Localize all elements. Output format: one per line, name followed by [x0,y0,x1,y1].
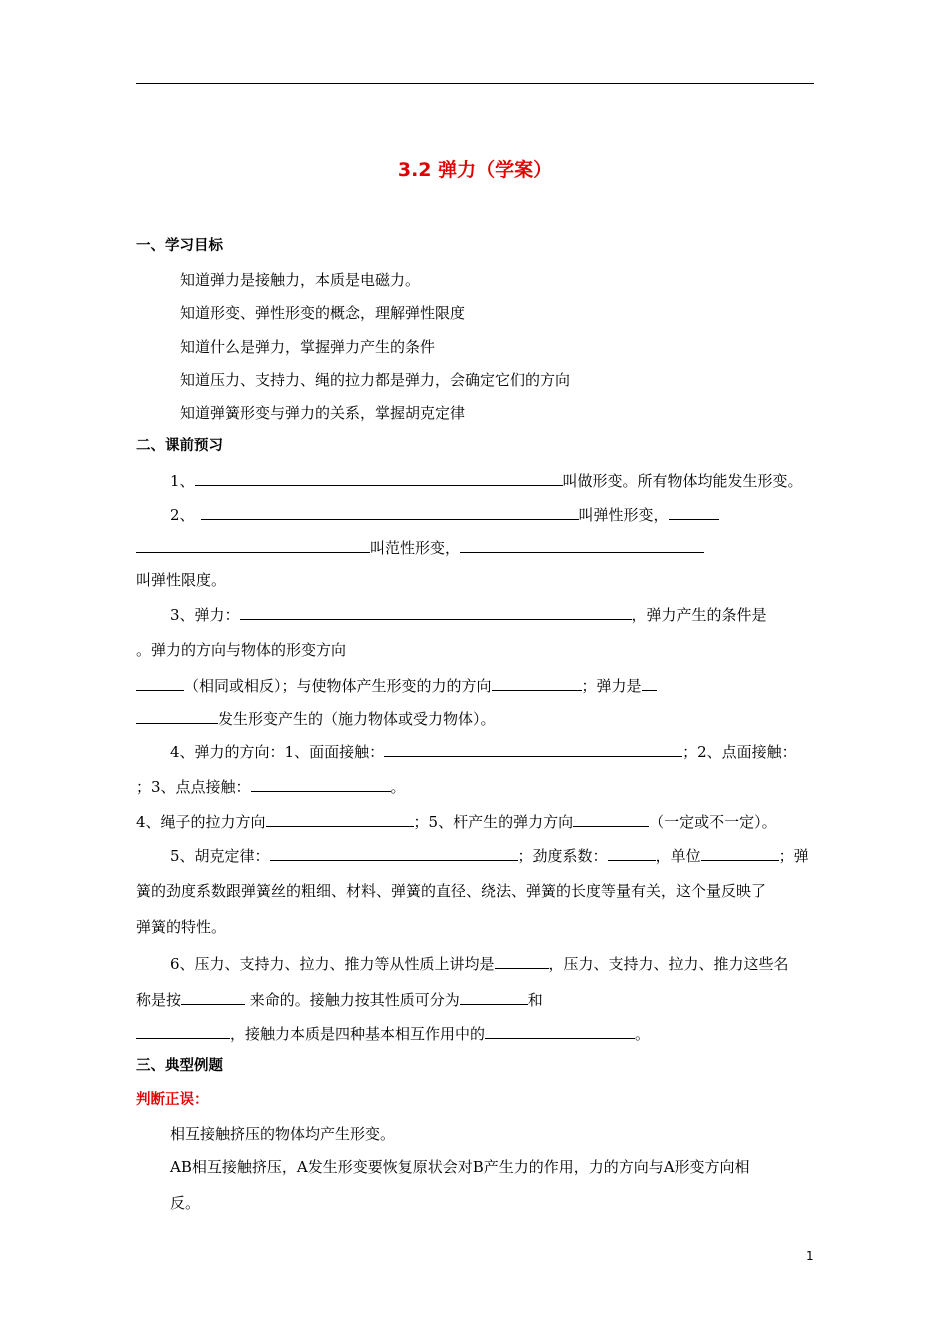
question-6-cont [136,989,543,1010]
answer-blank[interactable] [495,953,549,969]
q4-text: ；2、点面接触： [682,743,797,761]
answer-blank[interactable] [485,1023,635,1039]
objective-item: 知道压力、支持力、绳的拉力都是弹力，会确定它们的方向 [180,371,571,389]
question-4-cont [136,776,406,797]
q2-number: 2、 [170,506,195,524]
answer-blank[interactable] [136,675,184,691]
q6-text: 称是按 [136,991,182,1009]
q3-text: ，弹力产生的条件是 [631,606,767,624]
objective-item: 知道形变、弹性形变的概念，理解弹性限度 [180,304,466,322]
q4b-text: 4、绳子的拉力方向 [136,813,266,831]
question-2-end: 叫弹性限度。 [136,571,227,589]
example-item: 相互接触挤压的物体均产生形变。 [170,1125,396,1143]
objective-item: 知道弹力是接触力，本质是电磁力。 [180,271,421,289]
q6-text: 和 [527,991,543,1009]
q4-text: 。 [390,778,406,796]
question-3 [170,604,767,625]
page-number: 1 [806,1249,814,1263]
question-3-cont: 。弹力的方向与物体的形变方向 [136,641,347,659]
answer-blank[interactable] [701,845,779,861]
section-heading-objectives: 一、学习目标 [136,238,223,254]
answer-blank[interactable] [266,811,414,827]
answer-blank[interactable] [181,989,245,1005]
q6-text: 来命的。接触力按其性质可分为 [245,991,460,1009]
q1-text: 叫做形变。所有物体均能发生形变。 [562,472,803,490]
q6-text: 6、压力、支持力、拉力、推力等从性质上讲均是 [170,955,495,973]
answer-blank[interactable] [492,675,582,691]
answer-blank[interactable] [251,776,391,792]
q3-text: 发生形变产生的（施力物体或受力物体）。 [218,710,496,728]
question-2-cont [136,537,704,558]
q4b-text: ；5、杆产生的弹力方向 [413,813,574,831]
header-rule [136,83,814,84]
example-item: AB相互接触挤压，A发生形变要恢复原状会对B产生力的作用，力的方向与A形变方向相 [170,1158,750,1176]
page-title: 3.2 弹力（学案） [397,159,553,181]
question-1 [170,470,803,491]
q5-text: ，单位 [655,847,701,865]
q5-text: ；劲度系数： [517,847,608,865]
answer-blank[interactable] [270,845,518,861]
example-item-cont: 反。 [170,1194,201,1212]
answer-blank[interactable] [195,470,563,486]
q2-text: 叫范性形变， [370,539,461,557]
section-heading-examples: 三、典型例题 [136,1058,223,1074]
answer-blank[interactable] [136,1023,230,1039]
q1-number: 1、 [170,472,195,490]
q3-text: （相同或相反）；与使物体产生形变的力的方向 [184,677,492,695]
question-3-end [136,708,496,729]
objective-item: 知道什么是弹力，掌握弹力产生的条件 [180,338,436,356]
q4-number: 4、弹力的方向：1、面面接触： [170,743,385,761]
question-5-end: 弹簧的特性。 [136,918,227,936]
question-5-cont: 簧的劲度系数跟弹簧丝的粗细、材料、弹簧的直径、绕法、弹簧的长度等量有关，这个量反映了 [136,882,767,900]
answer-blank[interactable] [460,989,528,1005]
answer-blank[interactable] [136,708,218,724]
answer-blank[interactable] [669,504,719,520]
question-6-end [136,1023,650,1044]
q3-number: 3、弹力： [170,606,240,624]
answer-blank[interactable] [573,811,649,827]
question-5 [170,845,809,866]
answer-blank[interactable] [136,537,370,553]
answer-blank[interactable] [608,845,656,861]
section-heading-preview: 二、课前预习 [136,438,223,454]
judge-heading: 判断正误： [136,1092,209,1108]
q6-text: 。 [635,1025,651,1043]
question-4b [136,811,777,832]
q5-number: 5、胡克定律： [170,847,270,865]
objective-item: 知道弹簧形变与弹力的关系，掌握胡克定律 [180,404,466,422]
answer-blank[interactable] [460,537,704,553]
q6-text: ，压力、支持力、拉力、推力这些名 [548,955,789,973]
question-6 [170,953,789,974]
answer-blank[interactable] [201,504,579,520]
question-2 [170,504,719,525]
question-4 [170,741,797,762]
q5-text: ；弹 [778,847,809,865]
q6-text: ，接触力本质是四种基本相互作用中的 [230,1025,486,1043]
q2-text: 叫弹性形变， [578,506,669,524]
q4-text: ；3、点点接触： [136,778,251,796]
q4b-text: （一定或不一定）。 [649,813,777,831]
answer-blank[interactable] [240,604,632,620]
answer-blank[interactable] [384,741,682,757]
question-3-cont2 [136,675,657,696]
answer-blank[interactable] [642,675,657,691]
q3-text: ；弹力是 [581,677,642,695]
